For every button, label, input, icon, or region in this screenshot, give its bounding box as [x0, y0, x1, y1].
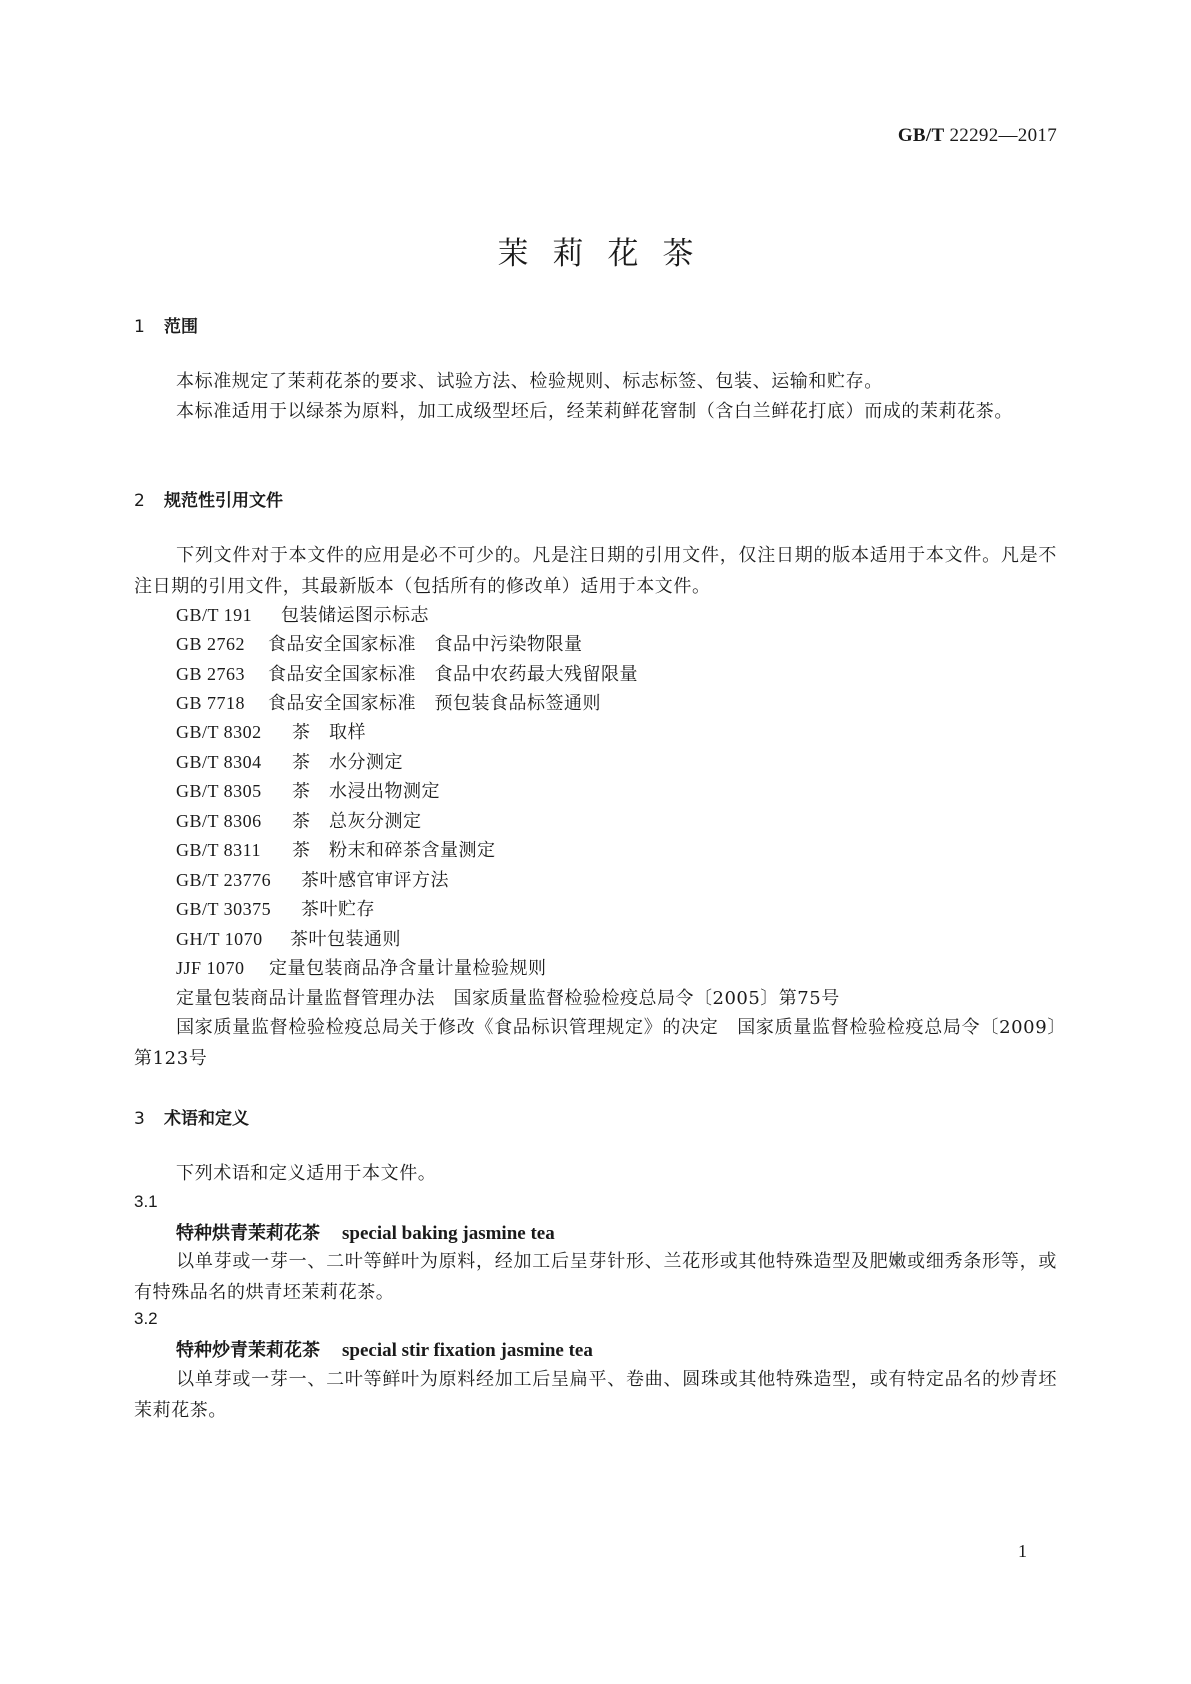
term-english: special stir fixation jasmine tea: [342, 1340, 593, 1361]
section-number: 1: [134, 317, 145, 337]
reference-item: JJF 1070 定量包装商品净含量计量检验规则: [176, 958, 547, 979]
reference-item: GB/T 191 包装储运图示标志: [176, 605, 429, 626]
section-2-heading: [134, 486, 283, 511]
section-3-heading: [134, 1104, 249, 1129]
term-chinese: 特种炒青茉莉花茶: [176, 1340, 320, 1361]
term-english: special baking jasmine tea: [342, 1223, 555, 1244]
reference-item: GB/T 23776 茶叶感官审评方法: [176, 870, 449, 891]
term-heading: [176, 1336, 593, 1362]
scope-paragraph-2: 本标准适用于以绿茶为原料，加工成级型坯后，经茉莉鲜花窨制（含白兰鲜花打底）而成的茉莉花茶。: [176, 401, 1013, 422]
reference-item: GB 2763 食品安全国家标准 食品中农药最大残留限量: [176, 664, 638, 685]
term-definition: 以单芽或一芽一、二叶等鲜叶为原料，经加工后呈芽针形、兰花形或其他特殊造型及肥嫩或细秀条形等，或有特殊品名的烘青坯茉莉花茶。: [134, 1251, 1057, 1303]
term-number: 3.1: [134, 1192, 158, 1211]
section-number: 3: [134, 1109, 145, 1129]
reference-regulation-1: 定量包装商品计量监督管理办法 国家质量监督检验检疫总局令〔2005〕第75号: [176, 988, 840, 1009]
term-chinese: 特种烘青茉莉花茶: [176, 1223, 320, 1244]
section-title: 范围: [164, 317, 198, 337]
reference-item: GB 2762 食品安全国家标准 食品中污染物限量: [176, 634, 583, 655]
term-definition: 以单芽或一芽一、二叶等鲜叶为原料经加工后呈扁平、卷曲、圆珠或其他特殊造型，或有特定品名的炒青坯茉莉花茶。: [134, 1369, 1057, 1421]
section-number: 2: [134, 491, 145, 511]
section-title: 术语和定义: [164, 1109, 249, 1129]
reference-item: GB/T 8306 茶 总灰分测定: [176, 811, 422, 832]
standard-code-number: 22292—2017: [949, 125, 1057, 146]
scope-paragraph-1: 本标准规定了茉莉花茶的要求、试验方法、检验规则、标志标签、包装、运输和贮存。: [176, 371, 883, 392]
section-title: 规范性引用文件: [164, 491, 283, 511]
references-intro: 下列文件对于本文件的应用是必不可少的。凡是注日期的引用文件，仅注日期的版本适用于本文件。凡是不注日期的引用文件，其最新版本（包括所有的修改单）适用于本文件。: [134, 545, 1057, 597]
reference-item: GB/T 8302 茶 取样: [176, 722, 366, 743]
reference-item: GB/T 30375 茶叶贮存: [176, 899, 375, 920]
term-heading: [176, 1219, 555, 1245]
reference-item: GB/T 8305 茶 水浸出物测定: [176, 781, 440, 802]
reference-item: GH/T 1070 茶叶包装通则: [176, 929, 401, 950]
reference-item: GB/T 8311 茶 粉末和碎茶含量测定: [176, 840, 496, 861]
terms-intro: 下列术语和定义适用于本文件。: [176, 1163, 437, 1184]
standard-code-letters: GB/T: [897, 125, 945, 146]
document-title: 茉莉花茶: [497, 236, 718, 272]
reference-regulation-2: 国家质量监督检验检疫总局关于修改《食品标识管理规定》的决定 国家质量监督检验检疫总局令〔2009〕第123号: [134, 1017, 1057, 1069]
page-number: 1: [1018, 1541, 1027, 1561]
reference-item: GB/T 8304 茶 水分测定: [176, 752, 403, 773]
section-1-heading: [134, 312, 198, 337]
standard-code: [898, 125, 1057, 147]
reference-item: GB 7718 食品安全国家标准 预包装食品标签通则: [176, 693, 601, 714]
term-number: 3.2: [134, 1309, 158, 1328]
